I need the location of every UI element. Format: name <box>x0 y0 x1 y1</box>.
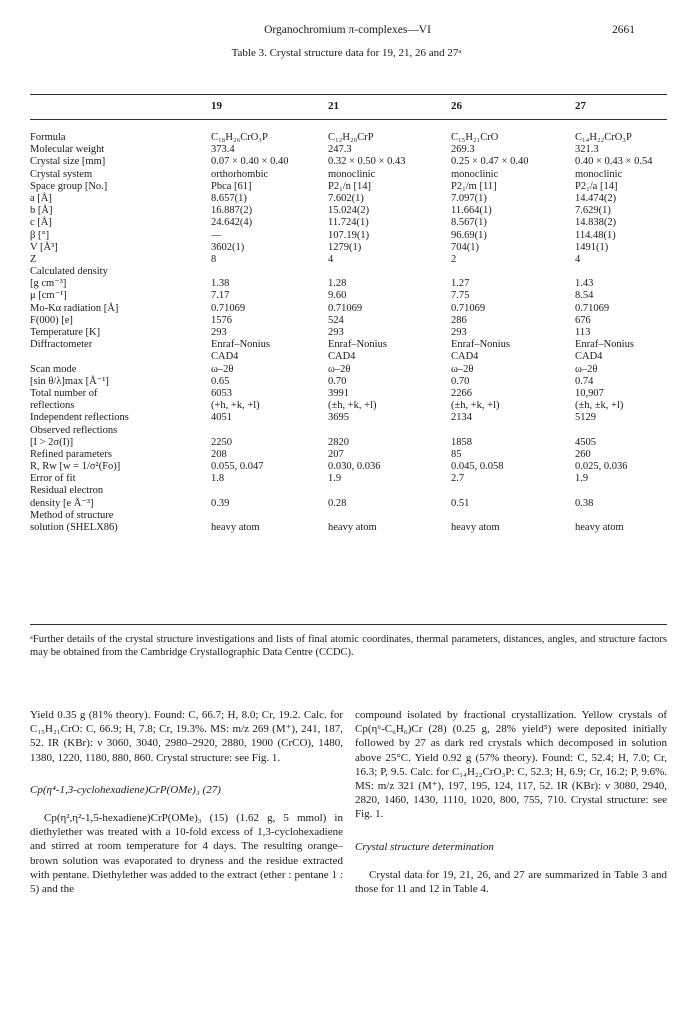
table-cell: 373.4 <box>211 144 235 156</box>
row-label: β [°] <box>30 229 50 241</box>
row-label: a [Å] <box>30 192 52 204</box>
table-cell: 0.71069 <box>211 302 246 314</box>
table-cell: C₁₄H₂₂CrO₃P <box>575 132 632 143</box>
row-label: Independent reflections <box>30 412 129 424</box>
table-cell: (±h, +k, +l) <box>328 400 377 412</box>
left-paragraph-1: Yield 0.35 g (81% theory). Found: C, 66.7; H, 8.0; Cr, 19.2. Calc. for C₁₅H₂₁CrO: C, 66.9; H, 7.8; Cr, 19.3%. MS: m/z 269 (M⁺), 241, 187, 52. IR (KBr): ν 3060, 3040, 2980–2920, 2880, 1900 (CrCO), 1480, 1380, 1220, 1180, 880, 860. Crystal structure: see Fig. 1. <box>30 709 343 764</box>
table-cell: CAD4 <box>328 351 356 363</box>
table-cell: Enraf–Nonius <box>451 339 510 351</box>
table-cell: 2250 <box>211 436 232 448</box>
table-cell: 3991 <box>328 387 349 399</box>
table-cell: 7.75 <box>451 290 470 302</box>
table-cell: 0.32 × 0.50 × 0.43 <box>328 156 406 168</box>
table-cell: 0.51 <box>451 497 470 509</box>
table-cell: monoclinic <box>575 168 623 180</box>
table-cell: heavy atom <box>575 522 624 533</box>
table-cell: 293 <box>328 327 344 338</box>
table-cell: 3695 <box>328 412 349 424</box>
col-head-19: 19 <box>211 100 222 112</box>
table-cell: 269.3 <box>451 144 475 156</box>
table-cell: 96.69(1) <box>451 229 487 241</box>
table-cell: P2₁/n [14] <box>328 180 372 192</box>
table-cell: 4 <box>575 253 581 265</box>
table-cell: 247.3 <box>328 144 352 156</box>
right-paragraph-1: compound isolated by fractional crystallization. Yellow crystals of Cp(η⁶-C₆H₆)Cr (28) (0.25 g, 28% yield⁵) were deposited initially followed by 27 as dark red crystals which decomposed in solution above 25°C. Yield 0.92 g (57% theory). Found: C, 52.4; H, 7.0; Cr, 16.3; P, 9.5. Calc. for C₁₄H₂₂CrO₃P: C, 52.3; H, 6.9; Cr, 16.2; P, 9.6%. MS: m/z 321 (M⁺), 197, 195, 124, 117, 52. IR (KBr): ν 3080, 2940, 2820, 1460, 1430, 1110, 1020, 800, 755, 710. Crystal structure: see Fig. 1. <box>355 709 667 821</box>
table-cell: 208 <box>211 448 227 460</box>
table-cell: 0.07 × 0.40 × 0.40 <box>211 156 289 168</box>
table-cell: 207 <box>328 448 344 460</box>
running-header <box>60 24 635 40</box>
table-cell: 24.642(4) <box>211 217 253 229</box>
table-cell: 0.40 × 0.43 × 0.54 <box>575 156 653 168</box>
row-label: Molecular weight <box>30 144 105 156</box>
table-cell: 0.71069 <box>328 302 363 314</box>
table-cell: 7.602(1) <box>328 192 364 204</box>
row-label: Z <box>30 253 37 265</box>
row-label: Total number of <box>30 387 98 399</box>
table-cell: 4051 <box>211 412 232 424</box>
row-label: [I > 2σ(I)] <box>30 436 74 448</box>
table-cell: C₁₂H₂₀CrP <box>328 132 374 143</box>
table-cell: — <box>211 229 222 241</box>
row-label: Method of structure <box>30 509 114 521</box>
table-cell: 114.48(1) <box>575 229 616 241</box>
table-cell: 8.54 <box>575 290 594 302</box>
table-cell: C₁₅H₂₁CrO <box>451 132 499 143</box>
table-cell: 293 <box>451 327 467 338</box>
table-cell: 85 <box>451 448 462 460</box>
table-cell: 11.664(1) <box>451 205 492 217</box>
row-label: V [Å³] <box>30 241 58 253</box>
table-caption: Table 3. Crystal structure data for 19, 21, 26 and 27ᵃ <box>231 47 462 59</box>
table-cell: P2₁/m [11] <box>451 180 497 192</box>
row-label: Residual electron <box>30 485 104 497</box>
row-label: μ [cm⁻¹] <box>30 290 67 302</box>
table-cell: 293 <box>211 327 227 338</box>
table-cell: 1576 <box>211 314 232 326</box>
col-head-21: 21 <box>328 100 339 112</box>
table-cell: 8.567(1) <box>451 217 487 229</box>
table-cell: 0.39 <box>211 497 230 509</box>
table-cell: 0.28 <box>328 497 347 509</box>
table-cell: ω–2θ <box>211 363 234 375</box>
table-cell: 6053 <box>211 387 232 399</box>
table-cell: 2820 <box>328 436 349 448</box>
table-cell: 14.838(2) <box>575 217 617 229</box>
row-label: Space group [No.] <box>30 180 108 192</box>
table-cell: 1.43 <box>575 278 594 290</box>
table-cell: 1.28 <box>328 278 347 290</box>
table-cell: 14.474(2) <box>575 192 617 204</box>
table-cell: 0.055, 0.047 <box>211 461 264 473</box>
table-cell: 0.030, 0.036 <box>328 461 381 473</box>
table-cell: heavy atom <box>451 522 500 533</box>
table-cell: 524 <box>328 314 344 326</box>
row-label: [sin θ/λ]max [Å⁻¹] <box>30 375 109 387</box>
table-cell: 0.045, 0.058 <box>451 461 504 473</box>
row-label: R, Rw [w = 1/σ²(Fo)] <box>30 461 121 473</box>
table-cell: 2266 <box>451 387 472 399</box>
table-cell: 113 <box>575 327 591 338</box>
row-label: Observed reflections <box>30 424 118 436</box>
table-cell: 4 <box>328 253 334 265</box>
section-heading: Crystal structure determination <box>355 840 494 853</box>
table-cell: 9.60 <box>328 290 347 302</box>
row-label: [g cm⁻³] <box>30 278 67 290</box>
table-cell: 11.724(1) <box>328 217 369 229</box>
table-cell: 2.7 <box>451 473 465 485</box>
table-cell: ω–2θ <box>451 363 474 375</box>
row-label: b [Å] <box>30 205 53 217</box>
table-cell: 1.38 <box>211 278 230 290</box>
table-cell: 5129 <box>575 412 596 424</box>
right-column <box>355 708 667 896</box>
table-cell: 16.887(2) <box>211 205 253 217</box>
table-cell: 4505 <box>575 436 596 448</box>
running-title: Organochromium π-complexes—VI <box>264 24 431 36</box>
col-head-26: 26 <box>451 100 462 112</box>
row-label: Formula <box>30 132 66 143</box>
row-label: c [Å] <box>30 217 52 229</box>
row-label: Crystal size [mm] <box>30 156 106 168</box>
table-top-rule <box>30 94 667 95</box>
row-label: Error of fit <box>30 473 76 485</box>
table-cell: 1.9 <box>575 473 589 485</box>
left-paragraph-2: Cp(η²,η²-1,5-hexadiene)CrP(OMe)₃ (15) (1.62 g, 5 mmol) in diethylether was treated with a 10-fold excess of 1,3-cyclohexadiene and stirred at room temperature for 4 days. The resulting orange–brown solution was evaporated to dryness and the residue extracted with pentane. Diethylether was added to the extract (ether : pentane 1 : 5) and the <box>30 812 343 896</box>
table-cell: ω–2θ <box>575 363 598 375</box>
table-cell: 15.024(2) <box>328 205 370 217</box>
table-cell: Pbca [61] <box>211 180 252 192</box>
table-cell: monoclinic <box>451 168 499 180</box>
table-header-rule <box>30 119 667 120</box>
row-label: Crystal system <box>30 168 93 180</box>
table-cell: 0.74 <box>575 375 594 387</box>
table-cell: 1.27 <box>451 278 470 290</box>
table-cell: 1279(1) <box>328 241 362 253</box>
table-cell: 10,907 <box>575 387 604 399</box>
table-cell: Enraf–Nonius <box>211 339 270 351</box>
table-cell: 2134 <box>451 412 472 424</box>
table-cell: CAD4 <box>451 351 479 363</box>
table-cell: orthorhombic <box>211 168 269 180</box>
row-label: Calculated density <box>30 266 108 278</box>
table-cell: 676 <box>575 314 591 326</box>
table-cell: (+h, +k, +l) <box>211 400 260 412</box>
row-label: density [e Å⁻³] <box>30 497 94 509</box>
compound-subheading: Cp(η⁴-1,3-cyclohexadiene)CrP(OMe)₃ (27) <box>30 783 221 796</box>
table-footnote: ᵃFurther details of the crystal structure investigations and lists of final atomic coordinates, thermal parameters, distances, angles, and structure factors may be obtained from the Cambridge Crystallographic Data Centre (CCDC). <box>30 634 667 658</box>
row-label: Temperature [K] <box>30 327 101 338</box>
table-cell: 0.025, 0.036 <box>575 461 628 473</box>
table-cell: (±h, +k, +l) <box>451 400 500 412</box>
right-paragraph-2: Crystal data for 19, 21, 26, and 27 are summarized in Table 3 and those for 11 and 12 in Table 4. <box>355 868 667 896</box>
row-label: Scan mode <box>30 363 77 375</box>
table-cell: 0.71069 <box>575 302 610 314</box>
col-head-27: 27 <box>575 100 586 112</box>
table-cell: 0.38 <box>575 497 594 509</box>
table-cell: 8 <box>211 253 217 265</box>
page-number: 2661 <box>612 24 635 36</box>
table-cell: 3602(1) <box>211 241 245 253</box>
left-column <box>30 708 343 896</box>
table-cell: 0.70 <box>451 375 470 387</box>
row-label: Mo-Kα radiation [Å] <box>30 302 119 314</box>
table-cell: 2 <box>451 253 457 265</box>
table-cell: 7.629(1) <box>575 205 611 217</box>
table-cell: 0.70 <box>328 375 347 387</box>
table-cell: CAD4 <box>575 351 603 363</box>
table-cell: 8.657(1) <box>211 192 247 204</box>
row-label: Refined parameters <box>30 448 112 460</box>
row-label: solution (SHELX86) <box>30 522 118 533</box>
table-cell: 0.71069 <box>451 302 486 314</box>
table-cell: 1858 <box>451 436 472 448</box>
table-cell: Enraf–Nonius <box>328 339 387 351</box>
row-label: Diffractometer <box>30 339 93 351</box>
table-cell: 7.17 <box>211 290 230 302</box>
table-cell: 704(1) <box>451 241 479 253</box>
table-cell: Enraf–Nonius <box>575 339 634 351</box>
row-label: F(000) [e] <box>30 314 73 326</box>
table-cell: 0.25 × 0.47 × 0.40 <box>451 156 529 168</box>
table-cell: 1.8 <box>211 473 225 485</box>
table-bottom-rule <box>30 624 667 625</box>
table-cell: ω–2θ <box>328 363 351 375</box>
table-cell: 260 <box>575 448 591 460</box>
table-cell: heavy atom <box>211 522 260 533</box>
table-cell: 1.9 <box>328 473 342 485</box>
table-cell: 107.19(1) <box>328 229 370 241</box>
table-cell: 286 <box>451 314 467 326</box>
table-cell: CAD4 <box>211 351 239 363</box>
table-cell: (±h, ±k, +l) <box>575 400 624 412</box>
table-cell: monoclinic <box>328 168 376 180</box>
table-cell: 0.65 <box>211 375 230 387</box>
table-cell: P2₁/a [14] <box>575 180 618 192</box>
table-cell: 321.3 <box>575 144 599 156</box>
table-cell: 1491(1) <box>575 241 609 253</box>
table-cell: C₁₈H₂₆CrO₃P <box>211 132 268 143</box>
row-label: reflections <box>30 400 75 412</box>
table-cell: 7.097(1) <box>451 192 487 204</box>
table-cell: heavy atom <box>328 522 377 533</box>
